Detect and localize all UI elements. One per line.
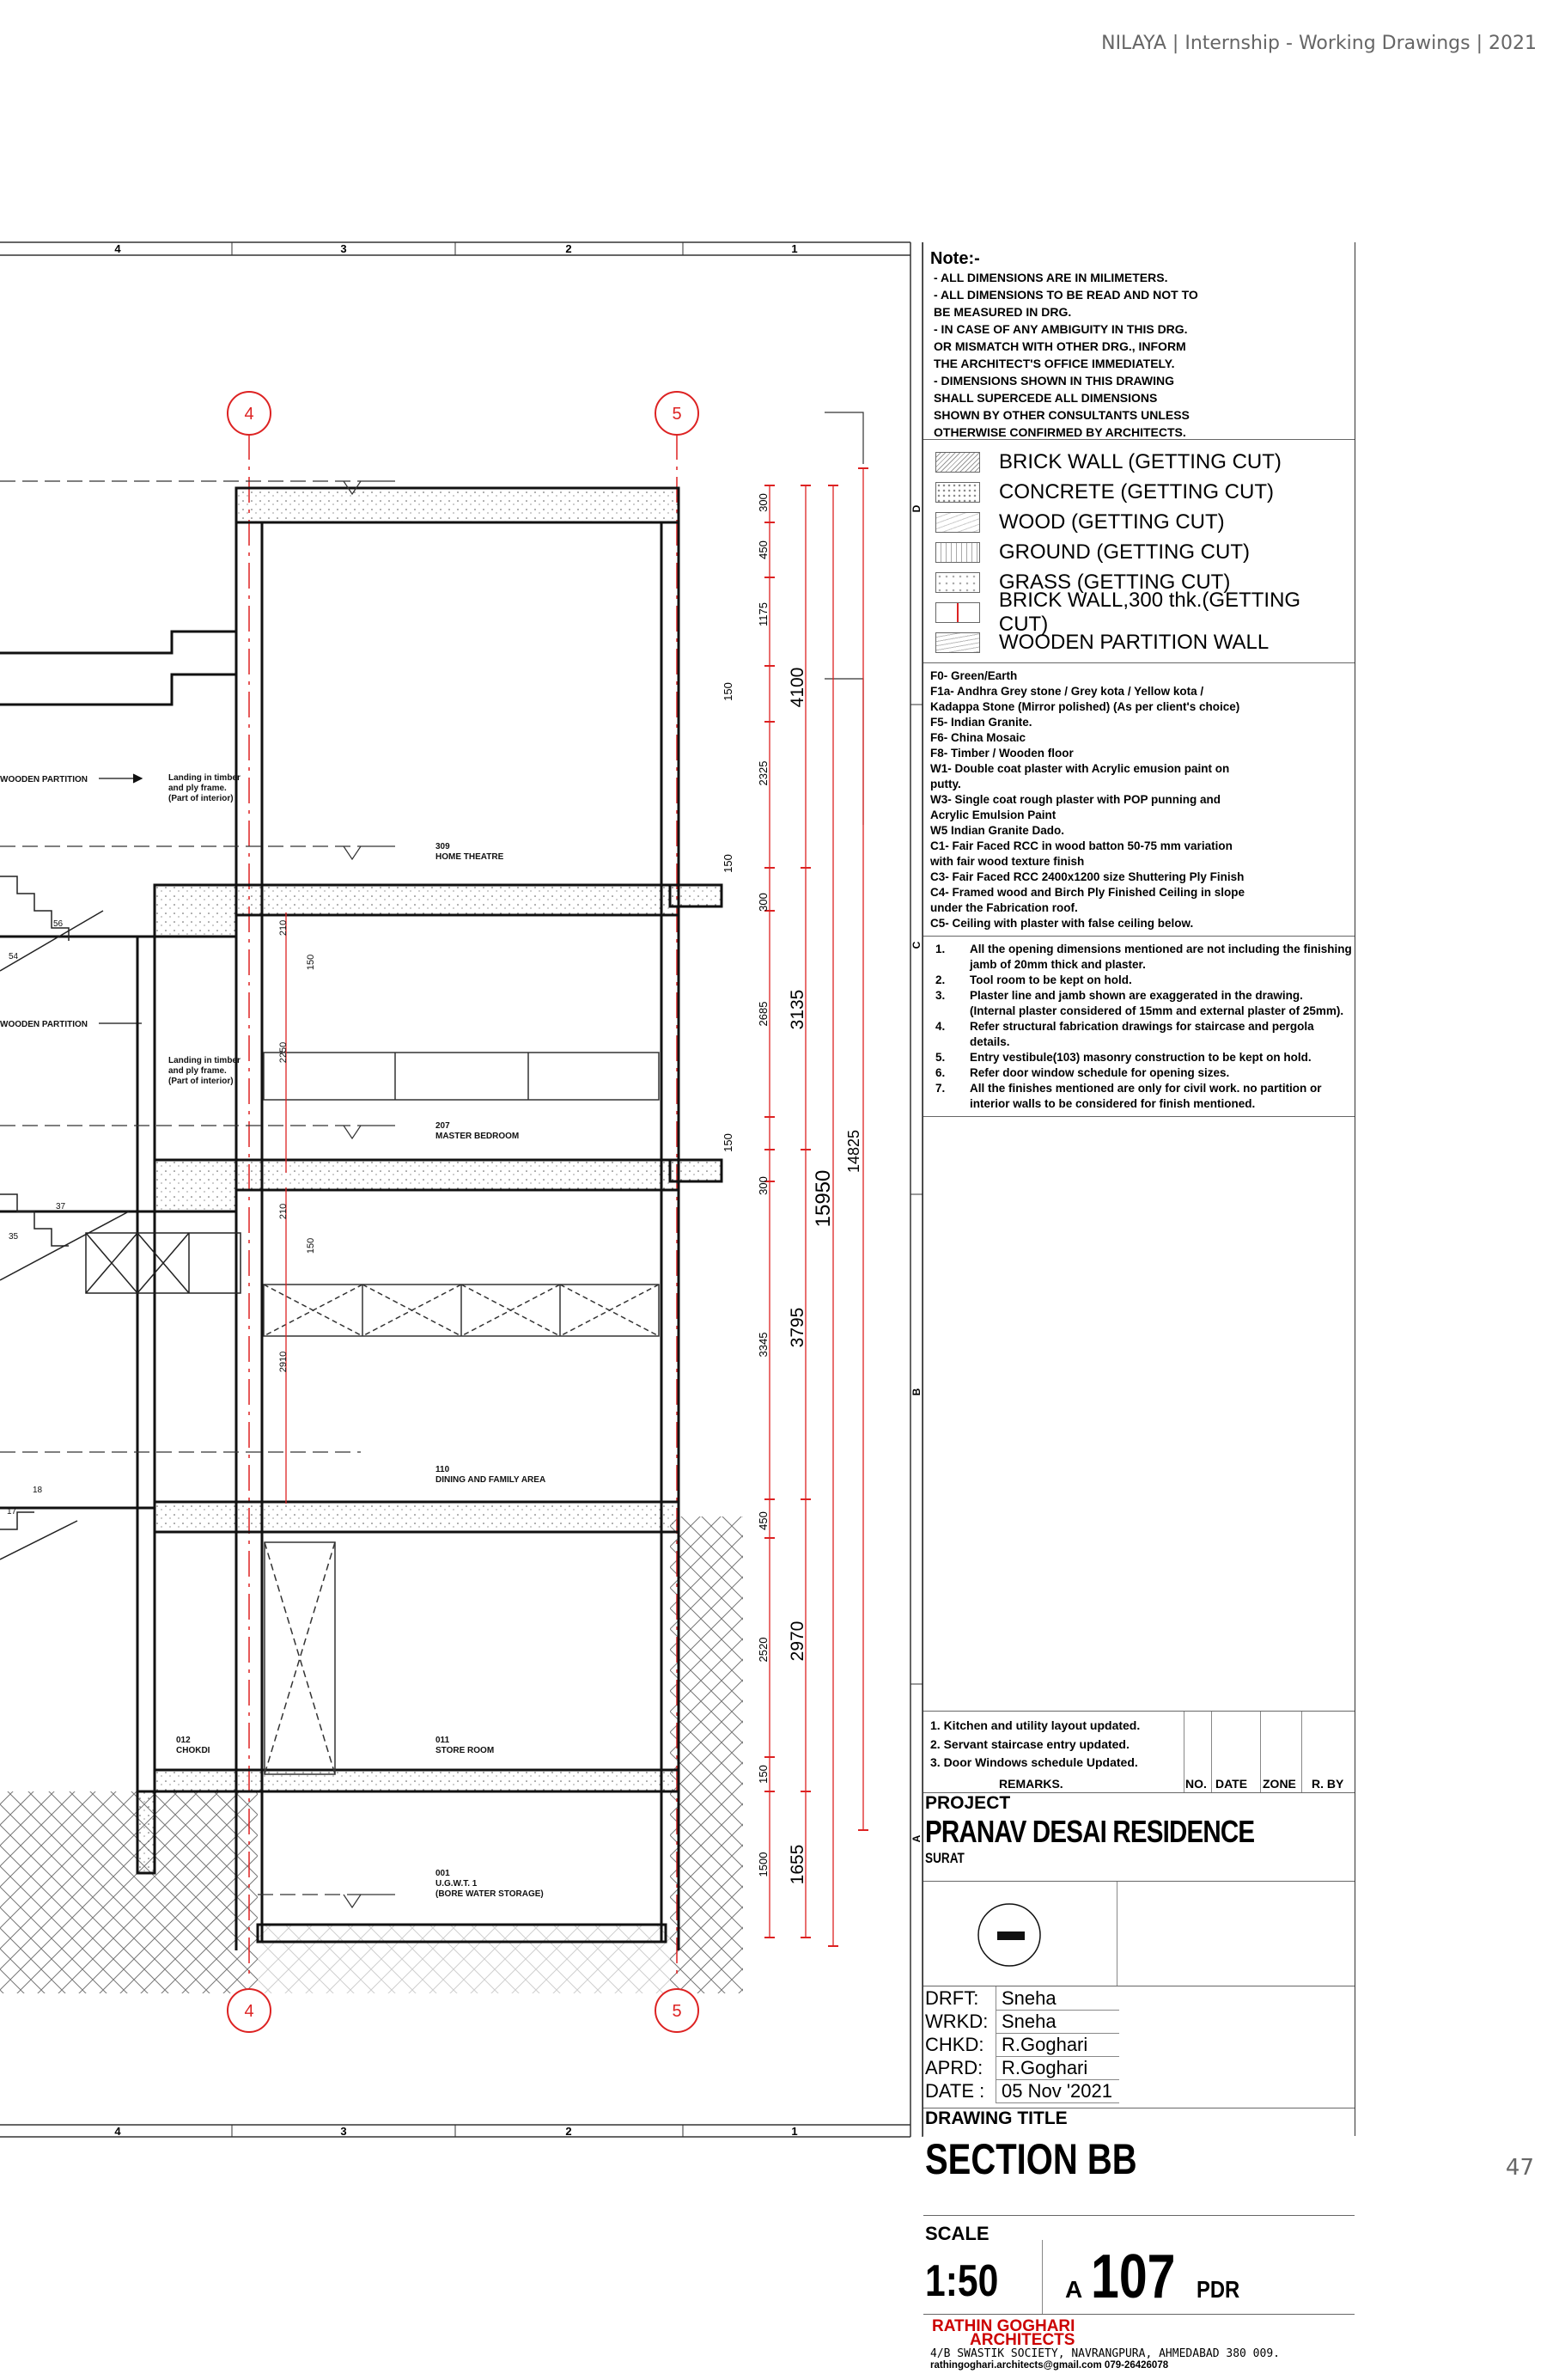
stair-number: 17 <box>7 1507 17 1516</box>
note-line: - ALL DIMENSIONS TO BE READ AND NOT TO <box>934 288 1198 302</box>
revision-line: 2. Servant staircase entry updated. <box>930 1736 1130 1751</box>
grid-label: 5 <box>672 405 682 424</box>
legend-item <box>935 588 1355 636</box>
dim-value: 1655 <box>788 1844 807 1885</box>
project-section <box>923 1793 1355 1882</box>
dim-value: 4100 <box>788 667 807 708</box>
landing-note: (Part of interior) <box>168 794 234 803</box>
general-note <box>930 942 1355 957</box>
landing-note: and ply frame. <box>168 784 227 793</box>
frame-number: 3 <box>340 2125 347 2138</box>
room-name: CHOKDI <box>176 1746 210 1755</box>
note-line: BE MEASURED IN DRG. <box>934 305 1072 319</box>
ground-hatch <box>0 1791 258 1993</box>
frame-letters <box>910 504 923 1842</box>
room-name: DINING AND FAMILY AREA <box>435 1475 546 1485</box>
legend-item <box>935 447 1355 477</box>
notes-section <box>923 242 1355 440</box>
room-number: 207 <box>435 1121 450 1131</box>
note-number: 5. <box>935 1051 946 1064</box>
room-number: 001 <box>435 1869 450 1878</box>
rev-col-divider <box>1211 1712 1212 1792</box>
title-block <box>923 242 1355 2371</box>
page-header: NILAYA | Internship - Working Drawings | 2021 <box>1101 33 1537 54</box>
partition-note: WOODEN PARTITION <box>0 775 88 784</box>
scale-section <box>923 2216 1355 2315</box>
general-note <box>930 1004 1355 1019</box>
note-number <box>930 957 970 973</box>
note-line: SHALL SUPERCEDE ALL DIMENSIONS <box>934 391 1158 405</box>
staircase <box>0 876 241 1559</box>
signoff-row <box>923 2079 1355 2102</box>
building-structure <box>0 488 722 1950</box>
dim-value: 3795 <box>788 1307 807 1348</box>
scale-value: 1:50 <box>925 2256 999 2306</box>
finish-line: F1a- Andhra Grey stone / Grey kota / Yellow kota / <box>930 685 1204 698</box>
dim-value: 150 <box>722 1133 734 1152</box>
finishes-section <box>923 663 1355 937</box>
rev-col-divider <box>1301 1712 1302 1792</box>
legend-item <box>935 477 1355 507</box>
project-city: SURAT <box>925 1850 965 1866</box>
north-section <box>923 1882 1355 1986</box>
dim-value: 150 <box>757 1765 770 1784</box>
note-line: - ALL DIMENSIONS ARE IN MILIMETERS. <box>934 271 1168 284</box>
legend-label: WOOD (GETTING CUT) <box>999 510 1225 534</box>
legend-item <box>935 537 1355 567</box>
room-number: 110 <box>435 1465 450 1474</box>
frame-letter: D <box>910 504 923 513</box>
dim-value: 150 <box>722 854 734 873</box>
north-arrow-icon <box>975 1901 1044 1969</box>
dim-value: 2250 <box>278 1041 289 1064</box>
revision-line: 1. Kitchen and utility layout updated. <box>930 1718 1141 1732</box>
general-note <box>930 1019 1355 1034</box>
dim-value: 2325 <box>757 760 770 786</box>
grid-lines <box>249 434 677 1976</box>
legend-section <box>923 440 1355 663</box>
finish-line: under the Fabrication roof. <box>930 901 1078 914</box>
frame-number: 2 <box>565 242 572 255</box>
signoff-row <box>923 2056 1355 2079</box>
blank-section <box>923 1117 1355 1712</box>
note-text: Entry vestibule(103) masonry construction to be kept on hold. <box>970 1051 1312 1064</box>
page-number: 47 <box>1505 2155 1534 2181</box>
scale-divider <box>1042 2240 1043 2314</box>
firm-section <box>923 2315 1355 2380</box>
stair-number: 56 <box>53 919 64 929</box>
dim-value: 300 <box>757 893 770 912</box>
signoff-key: WRKD: <box>925 2010 989 2032</box>
ground-hatch <box>258 1925 670 1993</box>
note-line: THE ARCHITECT'S OFFICE IMMEDIATELY. <box>934 357 1175 370</box>
frame-number: 1 <box>791 2125 798 2138</box>
finish-line: C3- Fair Faced RCC 2400x1200 size Shuttering Ply Finish <box>930 870 1245 883</box>
grid-label: 4 <box>244 405 254 424</box>
dimension-values-outer <box>788 668 862 1885</box>
note-number <box>930 1096 970 1112</box>
wood-swatch <box>935 512 980 533</box>
room-name: (BORE WATER STORAGE) <box>435 1889 544 1899</box>
signoff-key: CHKD: <box>925 2033 984 2055</box>
note-text: (Internal plaster considered of 15mm and external plaster of 25mm). <box>970 1004 1344 1017</box>
dim-value: 2685 <box>757 1001 770 1027</box>
finish-line: C4- Framed wood and Birch Ply Finished Ceiling in slope <box>930 886 1245 899</box>
frame-number: 4 <box>114 242 121 255</box>
note-number: 2. <box>935 973 946 986</box>
stair-number: 37 <box>56 1202 66 1211</box>
stair-numbers <box>7 919 66 1516</box>
dim-value: 150 <box>306 954 316 971</box>
finish-line: F0- Green/Earth <box>930 669 1018 682</box>
finish-line: putty. <box>930 778 961 790</box>
legend-label: GRASS (GETTING CUT) <box>999 570 1231 594</box>
signoff-row <box>923 2033 1355 2056</box>
finish-line: F5- Indian Granite. <box>930 716 1032 729</box>
dim-total: 15950 <box>812 1169 835 1228</box>
note-line: - DIMENSIONS SHOWN IN THIS DRAWING <box>934 374 1174 388</box>
frame-letter: B <box>910 1388 923 1396</box>
revisions-section <box>923 1712 1355 1793</box>
project-label: PROJECT <box>925 1793 1011 1813</box>
frame-number: 4 <box>114 2125 121 2138</box>
note-text: jamb of 20mm thick and plaster. <box>970 958 1146 971</box>
room-name: HOME THEATRE <box>435 852 504 862</box>
rev-header: NO. <box>1185 1777 1207 1791</box>
firm-contact: rathingoghari.architects@gmail.com 079-26426078 <box>930 2360 1169 2371</box>
stair-number: 18 <box>33 1486 43 1495</box>
note-line: OR MISMATCH WITH OTHER DRG., INFORM <box>934 339 1186 353</box>
brick300-swatch <box>935 602 980 623</box>
general-note <box>930 988 1355 1004</box>
scale-label: SCALE <box>925 2223 990 2244</box>
general-note <box>930 1096 1355 1112</box>
drawing-title: SECTION BB <box>925 2135 1137 2183</box>
note-number <box>930 1004 970 1019</box>
dim-value: 300 <box>757 493 770 512</box>
general-note <box>930 1081 1355 1096</box>
dim-value: 3135 <box>788 989 807 1030</box>
note-line: OTHERWISE CONFIRMED BY ARCHITECTS. <box>934 425 1186 439</box>
general-note <box>930 957 1355 973</box>
general-notes-section <box>923 937 1355 1117</box>
finish-line: Acrylic Emulsion Paint <box>930 809 1057 821</box>
signoff-section <box>923 1986 1355 2108</box>
room-number: 309 <box>435 842 450 851</box>
signoff-value: 05 Nov '2021 <box>996 2079 1119 2103</box>
legend-label: BRICK WALL (GETTING CUT) <box>999 449 1282 473</box>
dim-value: 210 <box>278 919 289 937</box>
general-note <box>930 1034 1355 1050</box>
room-name: MASTER BEDROOM <box>435 1132 520 1141</box>
frame-number: 3 <box>340 242 347 255</box>
finish-line: C5- Ceiling with plaster with false ceiling below. <box>930 917 1194 930</box>
signoff-key: APRD: <box>925 2056 983 2078</box>
rev-header: DATE <box>1215 1777 1248 1791</box>
note-text: Tool room to be kept on hold. <box>970 973 1132 986</box>
concrete-swatch <box>935 482 980 503</box>
project-name: PRANAV DESAI RESIDENCE <box>925 1814 1255 1849</box>
note-text: Refer structural fabrication drawings for staircase and pergola <box>970 1020 1314 1033</box>
drawing-title-label: DRAWING TITLE <box>925 2108 1068 2128</box>
signoff-key: DRFT: <box>925 1986 979 2009</box>
landing-note: (Part of interior) <box>168 1077 234 1086</box>
firm-subname: ARCHITECTS <box>970 2331 1075 2349</box>
ground-swatch <box>935 542 980 563</box>
legend-item <box>935 507 1355 537</box>
revision-line: 3. Door Windows schedule Updated. <box>930 1755 1138 1769</box>
brick-swatch <box>935 452 980 473</box>
notes-title: Note:- <box>930 249 980 268</box>
signoff-value: Sneha <box>996 1986 1119 2011</box>
dim-value: 150 <box>722 682 734 701</box>
finish-line: C1- Fair Faced RCC in wood batton 50-75 mm variation <box>930 839 1233 852</box>
signoff-value: Sneha <box>996 2010 1119 2034</box>
dim-total: 14825 <box>845 1129 862 1174</box>
dim-value: 2520 <box>757 1637 770 1663</box>
room-number: 011 <box>435 1736 450 1745</box>
sheet-number: 107 <box>1091 2243 1176 2311</box>
grid-label: 4 <box>244 2002 254 2021</box>
annotation-arrows <box>99 774 142 1023</box>
finish-line: F8- Timber / Wooden floor <box>930 747 1074 760</box>
legend-label: WOODEN PARTITION WALL <box>999 630 1270 654</box>
general-note <box>930 1050 1355 1065</box>
finish-line: W3- Single coat rough plaster with POP punning and <box>930 793 1221 806</box>
finish-line: Kadappa Stone (Mirror polished) (As per client's choice) <box>930 700 1240 713</box>
firm-address: 4/B SWASTIK SOCIETY, NAVRANGPURA, AHMEDABAD 380 009. <box>930 2347 1280 2360</box>
dim-value: 2970 <box>788 1620 807 1662</box>
dim-value: 300 <box>757 1176 770 1195</box>
dimension-lines <box>286 468 863 1946</box>
legend-label: GROUND (GETTING CUT) <box>999 540 1250 564</box>
rev-header: ZONE <box>1263 1777 1296 1791</box>
signoff-value: R.Goghari <box>996 2056 1119 2080</box>
sheet-suffix: PDR <box>1197 2276 1240 2303</box>
note-text: Plaster line and jamb shown are exaggerated in the drawing. <box>970 989 1303 1002</box>
landing-note: Landing in timber <box>168 773 241 783</box>
note-number: 3. <box>935 989 946 1002</box>
note-text: All the finishes mentioned are only for civil work. no partition or <box>970 1082 1322 1095</box>
stair-number: 54 <box>9 952 19 961</box>
firm-name: RATHIN GOGHARI <box>932 2317 1075 2335</box>
signoff-key: DATE : <box>925 2079 985 2102</box>
grass-swatch <box>935 572 980 593</box>
dim-value: 1175 <box>757 602 770 626</box>
rev-header: REMARKS. <box>999 1777 1063 1791</box>
room-number: 012 <box>176 1736 191 1745</box>
room-name: STORE ROOM <box>435 1746 495 1755</box>
ground-hatch <box>670 1516 743 1993</box>
note-number: 6. <box>935 1066 946 1079</box>
dim-value: 450 <box>757 540 770 559</box>
frame-number: 1 <box>791 242 798 255</box>
frame-letter: A <box>910 1834 923 1843</box>
finish-line: F6- China Mosaic <box>930 731 1026 744</box>
finish-line: with fair wood texture finish <box>930 855 1085 868</box>
note-line: - IN CASE OF ANY AMBIGUITY IN THIS DRG. <box>934 322 1188 336</box>
partition-swatch <box>935 632 980 653</box>
dim-value: 3345 <box>757 1332 770 1358</box>
drawing-title-section <box>923 2108 1355 2216</box>
legend-label: CONCRETE (GETTING CUT) <box>999 479 1274 503</box>
dim-value: 150 <box>306 1237 316 1254</box>
general-note <box>930 1065 1355 1081</box>
note-text: Refer door window schedule for opening sizes. <box>970 1066 1230 1079</box>
signoff-row <box>923 1986 1355 2010</box>
note-number: 1. <box>935 943 946 955</box>
rev-header: R. BY <box>1312 1777 1344 1791</box>
note-line: SHOWN BY OTHER CONSULTANTS UNLESS <box>934 408 1190 422</box>
landing-note: Landing in timber <box>168 1056 241 1065</box>
frame-number: 2 <box>565 2125 572 2138</box>
note-number: 4. <box>935 1020 946 1033</box>
note-number <box>930 1034 970 1050</box>
frame-numbers-bottom <box>114 2125 797 2138</box>
dim-value: 2910 <box>278 1351 289 1373</box>
room-labels <box>176 842 545 1899</box>
note-number: 7. <box>935 1082 946 1095</box>
dim-value: 1500 <box>757 1852 770 1877</box>
legend-label: BRICK WALL,300 thk.(GETTING CUT) <box>998 588 1301 636</box>
frame-numbers-top <box>114 242 797 255</box>
note-text: details. <box>970 1035 1010 1048</box>
stair-number: 35 <box>9 1232 19 1242</box>
signoff-value: R.Goghari <box>996 2033 1119 2057</box>
general-note <box>930 973 1355 988</box>
rev-col-divider <box>1260 1712 1261 1792</box>
partition-note: WOODEN PARTITION <box>0 1020 88 1029</box>
landing-note: and ply frame. <box>168 1066 227 1076</box>
dim-value: 210 <box>278 1203 289 1220</box>
room-name: U.G.W.T. 1 <box>435 1879 478 1889</box>
note-text: All the opening dimensions mentioned are not including the finishing <box>970 943 1352 955</box>
frame-letter: C <box>910 941 923 949</box>
signoff-row <box>923 2010 1355 2033</box>
finish-line: W5 Indian Granite Dado. <box>930 824 1065 837</box>
small-dims <box>278 920 316 1372</box>
grid-label: 5 <box>672 2002 682 2021</box>
finish-line: W1- Double coat plaster with Acrylic emusion paint on <box>930 762 1230 775</box>
sheet-prefix: A <box>1065 2276 1083 2303</box>
note-text: interior walls to be considered for finish mentioned. <box>970 1097 1256 1110</box>
dim-value: 450 <box>757 1511 770 1530</box>
